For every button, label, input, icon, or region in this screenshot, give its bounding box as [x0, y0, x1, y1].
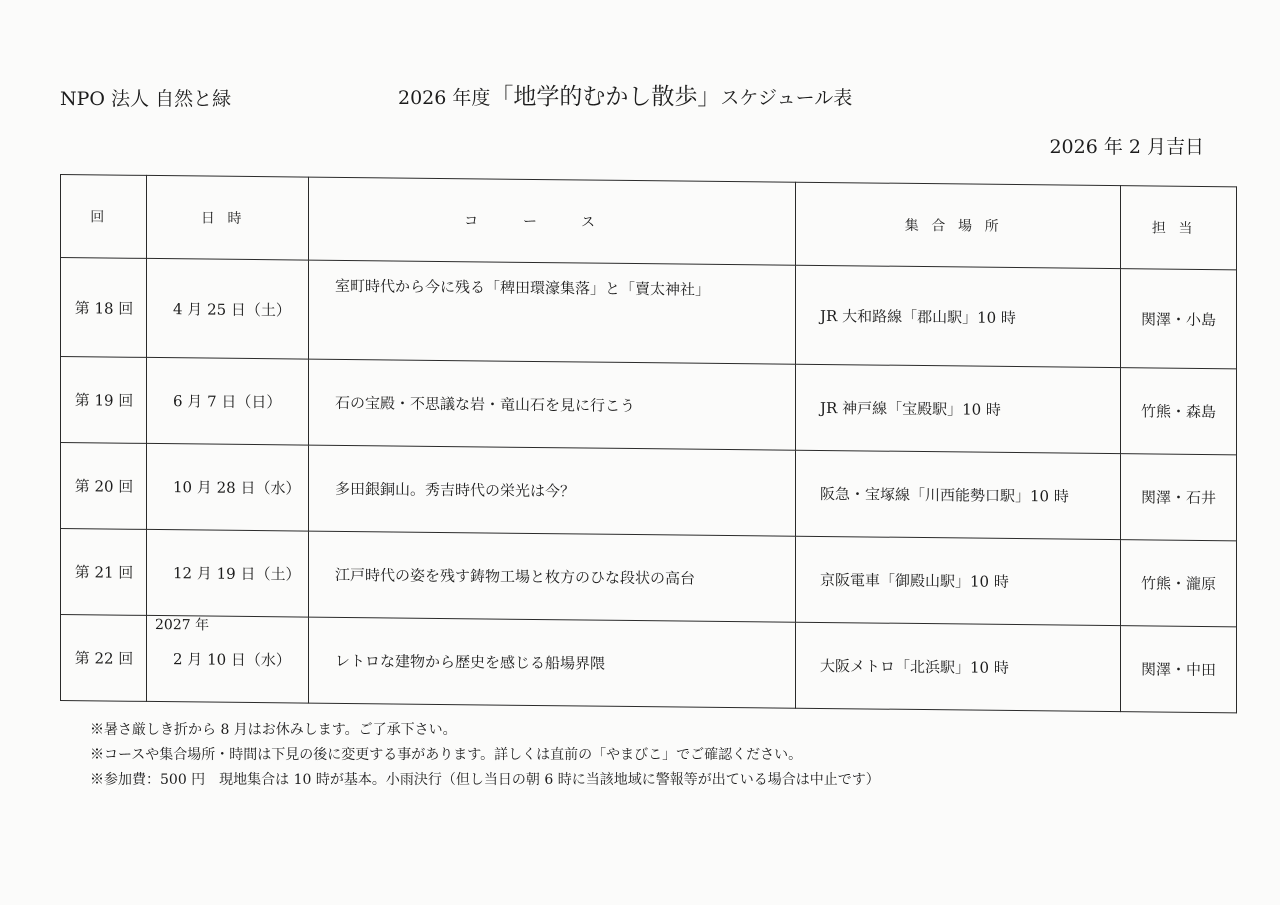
- date-text: 6 月 7 日（日）: [173, 392, 282, 412]
- meeting-place-cell: 大阪メトロ「北浜駅」10 時: [796, 622, 1121, 711]
- date-cell: [147, 443, 309, 531]
- title-suffix: スケジュール表: [720, 87, 853, 109]
- staff-cell: 関澤・中田: [1121, 626, 1237, 713]
- date-text: 10 月 28 日（水）: [173, 478, 301, 498]
- course-cell: 多田銀銅山。秀吉時代の栄光は今？: [309, 445, 796, 536]
- column-header-round: 回: [61, 175, 147, 259]
- table-row: [61, 443, 1237, 541]
- round-cell: 第 21 回: [61, 529, 147, 616]
- date-cell: [147, 529, 309, 617]
- column-header-staff: 担当: [1121, 186, 1237, 270]
- year-note: 2027 年: [155, 616, 210, 634]
- date-cell: [147, 615, 309, 703]
- meeting-place-cell: JR 神戸線「宝殿駅」10 時: [796, 364, 1121, 453]
- note-summer-break: ※暑さ厳しき折から 8 月はお休みします。ご了承下さい。: [90, 722, 457, 738]
- table-header-row: [61, 175, 1237, 270]
- date-text: 2 月 10 日（水）: [173, 650, 291, 670]
- column-header-course: コース: [309, 177, 796, 265]
- table-row: [61, 357, 1237, 455]
- table-row: [61, 615, 1237, 713]
- staff-cell: 関澤・石井: [1121, 454, 1237, 541]
- course-cell: レトロな建物から歴史を感じる船場界隈: [309, 617, 796, 708]
- document-title: [398, 78, 852, 111]
- organization-name: NPO 法人 自然と緑: [60, 88, 232, 110]
- note-schedule-change: ※コースや集合場所・時間は下見の後に変更する事があります。詳しくは直前の「やまびこ」でご確認ください。: [90, 747, 803, 763]
- round-cell: 第 19 回: [61, 357, 147, 444]
- title-main: 「地学的むかし散歩」: [490, 84, 721, 110]
- round-cell: 第 18 回: [61, 258, 147, 358]
- column-header-meeting-place: 集合場所: [796, 182, 1121, 268]
- date-cell: [147, 357, 309, 445]
- note-fee-and-weather: ※参加費：500 円 現地集合は 10 時が基本。小雨決行（但し当日の朝 6 時に当該地域に警報等が出ている場合は中止です）: [90, 772, 880, 788]
- meeting-place-cell: 阪急・宝塚線「川西能勢口駅」10 時: [796, 450, 1121, 539]
- course-cell: 石の宝殿・不思議な岩・竜山石を見に行こう: [309, 359, 796, 450]
- round-cell: 第 22 回: [61, 615, 147, 702]
- schedule-table: [60, 174, 1237, 713]
- course-cell: 室町時代から今に残る「稗田環濠集落」と「賣太神社」: [309, 260, 796, 364]
- table-row: [61, 529, 1237, 627]
- column-header-date: 日時: [147, 175, 309, 260]
- meeting-place-cell: JR 大和路線「郡山駅」10 時: [796, 265, 1121, 367]
- notes: [90, 718, 880, 793]
- staff-cell: 関澤・小島: [1121, 269, 1237, 369]
- date-text: 4 月 25 日（土）: [173, 299, 291, 319]
- issued-date: 2026 年 2 月吉日: [1049, 136, 1204, 158]
- title-year: 2026 年度: [398, 87, 491, 109]
- round-cell: 第 20 回: [61, 443, 147, 530]
- date-cell: [147, 258, 309, 359]
- course-cell: 江戸時代の姿を残す鋳物工場と枚方のひな段状の高台: [309, 531, 796, 622]
- meeting-place-cell: 京阪電車「御殿山駅」10 時: [796, 536, 1121, 625]
- date-text: 12 月 19 日（土）: [173, 564, 301, 584]
- table-row: [61, 258, 1237, 369]
- staff-cell: 竹熊・瀧原: [1121, 540, 1237, 627]
- staff-cell: 竹熊・森島: [1121, 368, 1237, 455]
